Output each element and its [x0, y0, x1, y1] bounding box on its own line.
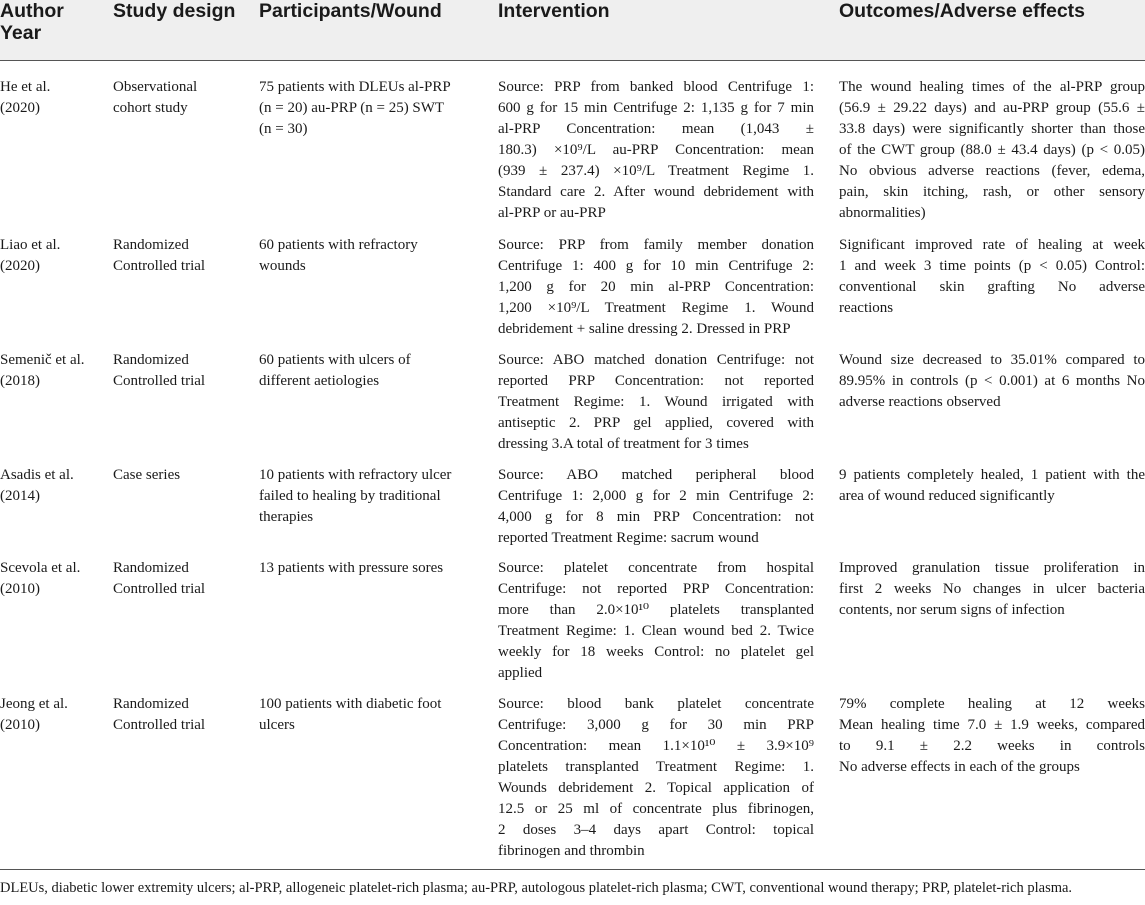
cell-text-line: (2014): [0, 488, 40, 504]
header-study-design: Study design: [113, 0, 236, 22]
header-intervention: Intervention: [498, 0, 610, 22]
cell-text-line: therapies: [259, 509, 314, 525]
cell-text-line: Asadis et al.: [0, 467, 74, 483]
cell-text-line: different aetiologies: [259, 373, 380, 389]
participants-cell: [259, 694, 487, 736]
cell-text-line: Liao et al.: [0, 237, 61, 253]
cell-text-line: Controlled trial: [113, 717, 206, 733]
intervention-cell: [498, 350, 814, 455]
cell-text-line: ulcers: [259, 717, 295, 733]
author-cell: [0, 558, 100, 600]
cell-text-line: contents, nor serum signs of infection: [839, 602, 1065, 618]
participants-cell: [259, 77, 487, 140]
cell-text-line: conventional skin grafting No adverse: [839, 279, 1145, 295]
cell-text-line: 60 patients with refractory: [259, 237, 418, 253]
cell-text-line: (2020): [0, 258, 40, 274]
cell-text-line: 9 patients completely healed, 1 patient with the: [839, 467, 1145, 483]
intervention-cell: [498, 558, 814, 684]
outcomes-cell: [839, 350, 1145, 413]
header-outcomes: Outcomes/Adverse effects: [839, 0, 1086, 22]
cell-text-line: Randomized: [113, 352, 189, 368]
header-year-line: Year: [0, 22, 42, 44]
outcomes-cell: [839, 694, 1145, 778]
cell-text-line: 180.3) ×10⁹/L au-PRP Concentration: mean: [498, 142, 814, 158]
cell-text-line: Source: PRP from banked blood Centrifuge 1:: [498, 79, 814, 95]
cell-text-line: Controlled trial: [113, 258, 206, 274]
cell-text-line: pain, skin itching, rash, or other sensory: [839, 184, 1145, 200]
cell-text-line: 89.95% in controls (p < 0.001) at 6 months No: [839, 373, 1145, 389]
participants-cell: [259, 235, 487, 277]
author-cell: [0, 694, 100, 736]
cell-text-line: Source: PRP from family member donation: [498, 237, 814, 253]
intervention-cell: [498, 235, 814, 340]
cell-text-line: area of wound reduced significantly: [839, 488, 1055, 504]
cell-text-line: al-PRP Concentration: mean (1,043 ±: [498, 121, 814, 137]
cell-text-line: reported Treatment Regime: sacrum wound: [498, 530, 759, 546]
cell-text-line: Source: ABO matched peripheral blood: [498, 467, 814, 483]
header-participants-wound: Participants/Wound: [259, 0, 442, 22]
cell-text-line: Concentration: mean 1.1×10¹⁰ ± 3.9×10⁹: [498, 738, 814, 754]
intervention-cell: [498, 77, 814, 224]
study-design-cell: [113, 350, 248, 392]
cell-text-line: Semenič et al.: [0, 352, 85, 368]
cell-text-line: Wounds debridement 2. Topical application of: [498, 780, 814, 796]
cell-text-line: Centrifuge: 3,000 g for 30 min PRP: [498, 717, 814, 733]
cell-text-line: Source: ABO matched donation Centrifuge: not: [498, 352, 814, 368]
cell-text-line: reactions: [839, 300, 894, 316]
cell-text-line: 1 and week 3 time points (p < 0.05) Control:: [839, 258, 1145, 274]
cell-text-line: Scevola et al.: [0, 560, 81, 576]
cell-text-line: Source: blood bank platelet concentrate: [498, 696, 814, 712]
intervention-cell: [498, 694, 814, 862]
study-design-cell: [113, 558, 248, 600]
cell-text-line: 2 doses 3–4 days apart Control: topical: [498, 822, 814, 838]
cell-text-line: more than 2.0×10¹⁰ platelets transplanted: [498, 602, 814, 618]
cell-text-line: platelets transplanted Treatment Regime: 1.: [498, 759, 814, 775]
cell-text-line: reported PRP Concentration: not reported: [498, 373, 814, 389]
outcomes-cell: [839, 77, 1145, 224]
intervention-cell: [498, 465, 814, 549]
cell-text-line: abnormalities): [839, 205, 926, 221]
cell-text-line: Significant improved rate of healing at week: [839, 237, 1145, 253]
cell-text-line: 75 patients with DLEUs al-PRP: [259, 79, 451, 95]
cell-text-line: Jeong et al.: [0, 696, 68, 712]
cell-text-line: 60 patients with ulcers of: [259, 352, 411, 368]
header-divider: [0, 60, 1145, 61]
cell-text-line: Treatment Regime: 1. Clean wound bed 2. Twice: [498, 623, 814, 639]
cell-text-line: (2018): [0, 373, 40, 389]
cell-text-line: (2010): [0, 581, 40, 597]
cell-text-line: Randomized: [113, 560, 189, 576]
cell-text-line: (2020): [0, 100, 40, 116]
cell-text-line: Controlled trial: [113, 581, 206, 597]
author-cell: [0, 465, 100, 507]
author-cell: [0, 77, 100, 119]
cell-text-line: Centrifuge 1: 2,000 g for 2 min Centrifuge 2:: [498, 488, 814, 504]
cell-text-line: 12.5 or 25 ml of concentrate plus fibrinogen,: [498, 801, 814, 817]
cell-text-line: 13 patients with pressure sores: [259, 560, 444, 576]
cell-text-line: 79% complete healing at 12 weeks: [839, 696, 1145, 712]
cell-text-line: (n = 30): [259, 121, 308, 137]
cell-text-line: Controlled trial: [113, 373, 206, 389]
cell-text-line: Case series: [113, 467, 181, 483]
cell-text-line: Observational: [113, 79, 198, 95]
study-design-cell: [113, 465, 248, 486]
participants-cell: [259, 465, 487, 528]
cell-text-line: 600 g for 15 min Centrifuge 2: 1,135 g for 7 min: [498, 100, 814, 116]
cell-text-line: failed to healing by traditional: [259, 488, 441, 504]
cell-text-line: He et al.: [0, 79, 51, 95]
cell-text-line: Randomized: [113, 237, 189, 253]
cell-text-line: Wound size decreased to 35.01% compared to: [839, 352, 1145, 368]
outcomes-cell: [839, 235, 1145, 319]
table-bottom-rule: [0, 869, 1145, 870]
cell-text-line: al-PRP or au-PRP: [498, 205, 606, 221]
cell-text-line: 33.8 days) were significantly shorter than those: [839, 121, 1145, 137]
cell-text-line: Standard care 2. After wound debridement with: [498, 184, 814, 200]
cell-text-line: (2010): [0, 717, 40, 733]
cell-text-line: (n = 20) au-PRP (n = 25) SWT: [259, 100, 445, 116]
outcomes-cell: [839, 465, 1145, 507]
author-cell: [0, 350, 100, 392]
cell-text-line: of the CWT group (88.0 ± 43.4 days) (p < 0.05): [839, 142, 1145, 158]
header-author-year: [0, 0, 100, 44]
cell-text-line: 100 patients with diabetic foot: [259, 696, 442, 712]
cell-text-line: (939 ± 237.4) ×10⁹/L Treatment Regime 1.: [498, 163, 814, 179]
outcomes-cell: [839, 558, 1145, 621]
cell-text-line: Mean healing time 7.0 ± 1.9 weeks, compared: [839, 717, 1145, 733]
header-author-line: Author: [0, 0, 64, 22]
cell-text-line: cohort study: [113, 100, 188, 116]
cell-text-line: adverse reactions observed: [839, 394, 1001, 410]
study-design-cell: [113, 694, 248, 736]
cell-text-line: (56.9 ± 29.22 days) and au-PRP group (55.6 ±: [839, 100, 1145, 116]
cell-text-line: Source: platelet concentrate from hospital: [498, 560, 814, 576]
cell-text-line: weekly for 18 weeks Control: no platelet gel: [498, 644, 814, 660]
participants-cell: [259, 350, 487, 392]
cell-text-line: debridement + saline dressing 2. Dressed in PRP: [498, 321, 791, 337]
cell-text-line: 1,200 g for 20 min al-PRP Concentration:: [498, 279, 814, 295]
cell-text-line: The wound healing times of the al-PRP group: [839, 79, 1145, 95]
cell-text-line: 4,000 g for 8 min PRP Concentration: not: [498, 509, 814, 525]
cell-text-line: Treatment Regime: 1. Wound irrigated with: [498, 394, 814, 410]
cell-text-line: 10 patients with refractory ulcer: [259, 467, 452, 483]
cell-text-line: Centrifuge 1: 400 g for 10 min Centrifuge 2:: [498, 258, 814, 274]
cell-text-line: Randomized: [113, 696, 189, 712]
cell-text-line: fibrinogen and thrombin: [498, 843, 645, 859]
cell-text-line: applied: [498, 665, 543, 681]
cell-text-line: 1,200 ×10⁹/L Treatment Regime 1. Wound: [498, 300, 814, 316]
cell-text-line: Centrifuge: not reported PRP Concentration:: [498, 581, 814, 597]
study-design-cell: [113, 77, 248, 119]
cell-text-line: dressing 3.A total of treatment for 3 times: [498, 436, 749, 452]
cell-text-line: No adverse effects in each of the groups: [839, 759, 1080, 775]
cell-text-line: antiseptic 2. PRP gel applied, covered with: [498, 415, 814, 431]
cell-text-line: first 2 weeks No changes in ulcer bacteria: [839, 581, 1145, 597]
cell-text-line: Improved granulation tissue proliferation in: [839, 560, 1145, 576]
cell-text-line: No obvious adverse reactions (fever, edema,: [839, 163, 1145, 179]
cell-text-line: to 9.1 ± 2.2 weeks in controls: [839, 738, 1145, 754]
participants-cell: [259, 558, 487, 579]
table-footnote: DLEUs, diabetic lower extremity ulcers; al-PRP, allogeneic platelet-rich plasma; au-PRP, autologous platelet-rich plasma; CWT, conventional wound therapy; PRP, platelet-rich plasma.: [0, 880, 1073, 896]
author-cell: [0, 235, 100, 277]
study-design-cell: [113, 235, 248, 277]
table-header: [0, 0, 1145, 60]
cell-text-line: wounds: [259, 258, 306, 274]
